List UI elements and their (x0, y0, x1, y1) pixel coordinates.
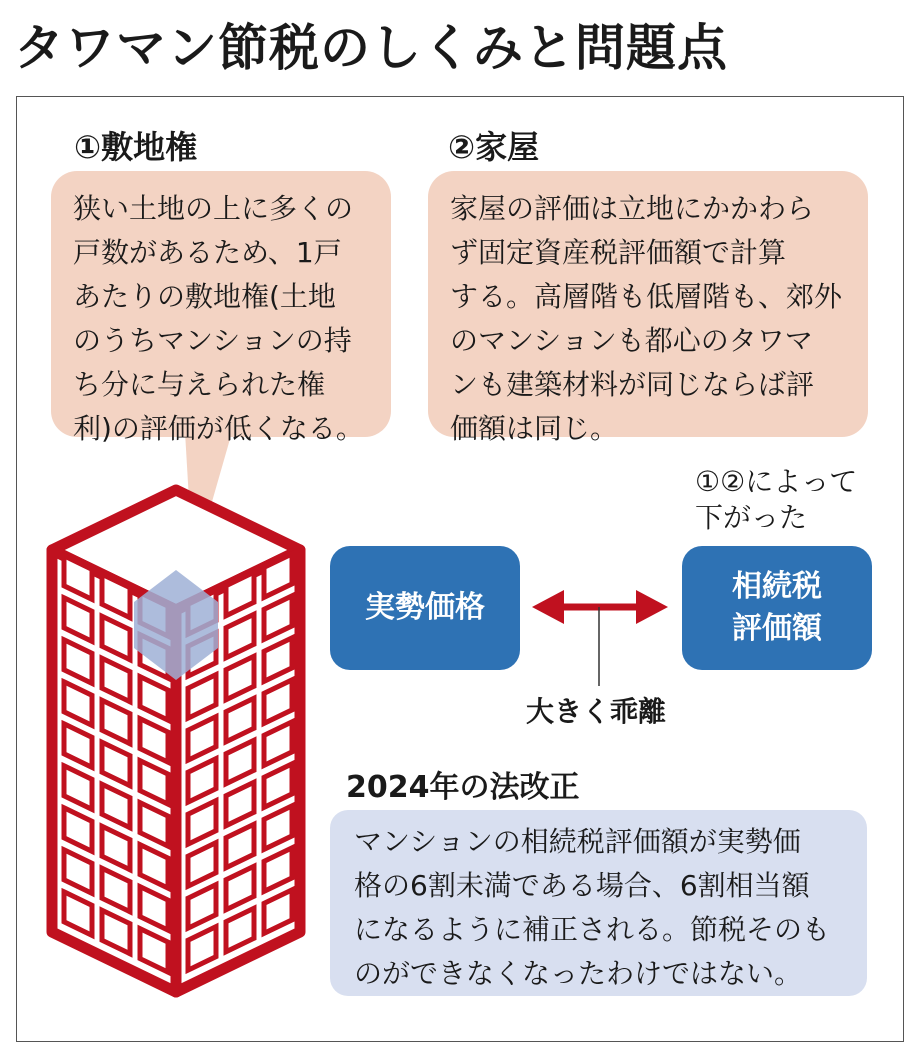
double-headed-arrow-icon (532, 590, 668, 624)
reform-line: のができなくなったわけではない。 (354, 957, 803, 990)
section-1-line: 狭い土地の上に多くの (73, 192, 354, 225)
reform-line: マンションの相続税評価額が実勢価 (354, 825, 801, 858)
tax-value-label-line: 評価額 (732, 611, 822, 646)
section-2-line: のマンションも都心のタワマ (450, 324, 813, 357)
section-2-line: ンも建築材料が同じならば評 (450, 368, 815, 401)
section-1-line: 利)の評価が低くなる。 (73, 412, 364, 445)
section-2-bubble (428, 171, 868, 445)
section-2-line: ず固定資産税評価額で計算 (450, 236, 787, 269)
section-1-line: のうちマンションの持 (73, 324, 352, 357)
section-1-heading: ①敷地権 (74, 128, 198, 166)
market-price-label: 実勢価格 (365, 590, 485, 625)
section-2-line: 価額は同じ。 (450, 412, 619, 445)
tax-value-label-line: 相続税 (732, 569, 822, 604)
reform-heading: 2024年の法改正 (346, 770, 580, 805)
market-price-box (330, 546, 520, 670)
tower-apartment-icon (52, 490, 300, 992)
section-2-line: する。高層階も低層階も、郊外 (450, 280, 843, 313)
section-2-heading: ②家屋 (448, 128, 540, 166)
reduction-note (695, 464, 857, 536)
section-1-line: ち分に与えられた権 (73, 368, 326, 401)
reduction-note-line: ①②によって (695, 465, 858, 498)
page-title: タワマン節税のしくみと問題点 (14, 19, 728, 77)
reform-line: 格の6割未満である場合、6割相当額 (354, 869, 810, 902)
section-1-line: 戸数があるため、1戸 (73, 236, 342, 269)
gap-label: 大きく乖離 (526, 695, 667, 728)
reduction-note-line: 下がった (695, 501, 808, 534)
section-1-line: あたりの敷地権(土地 (73, 280, 336, 313)
section-1-bubble (51, 171, 391, 445)
section-2-line: 家屋の評価は立地にかかわら (450, 192, 815, 225)
reform-box (330, 810, 867, 996)
reform-line: になるように補正される。節税そのも (354, 913, 831, 946)
tax-value-box (682, 546, 872, 670)
